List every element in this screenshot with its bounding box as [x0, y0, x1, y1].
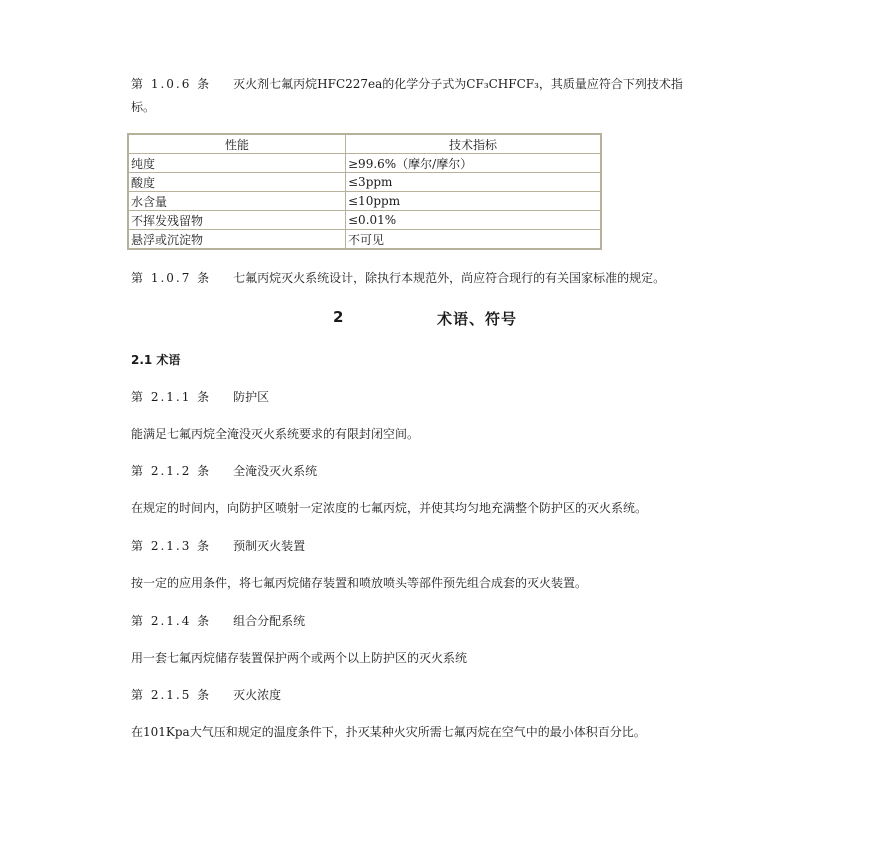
table-cell: 不挥发残留物	[129, 211, 346, 230]
table-header-row	[129, 135, 601, 154]
clause-number: 第 1.0.6 条	[131, 77, 212, 91]
term-heading	[131, 538, 751, 554]
table-cell: ≤10ppm	[346, 192, 601, 211]
clause-number: 第 2.1.4 条	[131, 614, 212, 628]
term-definition: 按一定的应用条件，将七氟丙烷储存装置和喷放喷头等部件预先组合成套的灭火装置。	[131, 576, 588, 590]
term-heading	[131, 389, 751, 405]
term-name: 防护区	[233, 390, 270, 404]
table-row	[129, 230, 601, 249]
spec-table	[128, 134, 601, 249]
table-cell: 水含量	[129, 192, 346, 211]
table-row	[129, 192, 601, 211]
term-name: 灭火浓度	[233, 688, 282, 702]
term-name: 预制灭火装置	[233, 539, 306, 553]
clause-number: 第 2.1.1 条	[131, 390, 212, 404]
table-cell: ≥99.6%（摩尔/摩尔）	[346, 154, 601, 173]
table-cell: 酸度	[129, 173, 346, 192]
clause-number: 第 2.1.2 条	[131, 464, 212, 478]
table-cell: 纯度	[129, 154, 346, 173]
term-heading	[131, 463, 751, 479]
table-header: 性能	[129, 135, 346, 154]
section-heading: 2.1 术语	[131, 353, 181, 367]
table-cell: ≤3ppm	[346, 173, 601, 192]
table-row	[129, 154, 601, 173]
term-definition: 在规定的时间内，向防护区喷射一定浓度的七氟丙烷，并使其均匀地充满整个防护区的灭火系统。	[131, 501, 648, 515]
clause-text: 七氟丙烷灭火系统设计，除执行本规范外，尚应符合现行的有关国家标准的规定。	[233, 271, 666, 285]
clause-1-0-6	[131, 76, 751, 92]
table-cell: 不可见	[346, 230, 601, 249]
term-definition: 用一套七氟丙烷储存装置保护两个或两个以上防护区的灭火系统	[131, 651, 468, 665]
table-row	[129, 173, 601, 192]
table-cell: 悬浮或沉淀物	[129, 230, 346, 249]
term-name: 组合分配系统	[233, 614, 306, 628]
term-definition: 能满足七氟丙烷全淹没灭火系统要求的有限封闭空间。	[131, 427, 420, 441]
clause-text: 灭火剂七氟丙烷HFC227ea的化学分子式为CF₃CHFCF₃，其质量应符合下列技术指	[233, 77, 683, 91]
term-heading	[131, 613, 751, 629]
clause-number: 第 2.1.3 条	[131, 539, 212, 553]
term-heading	[131, 687, 751, 703]
table-header: 技术指标	[346, 135, 601, 154]
clause-number: 第 2.1.5 条	[131, 688, 212, 702]
chapter-number: 2	[333, 308, 344, 326]
clause-1-0-7	[131, 270, 751, 286]
chapter-title: 术语、符号	[437, 310, 518, 328]
term-definition: 在101Kpa大气压和规定的温度条件下，扑灭某种火灾所需七氟丙烷在空气中的最小体积百分比。	[131, 725, 646, 739]
clause-1-0-6-continuation: 标。	[131, 100, 156, 114]
term-name: 全淹没灭火系统	[233, 464, 318, 478]
table-row	[129, 211, 601, 230]
clause-number: 第 1.0.7 条	[131, 271, 212, 285]
table-cell: ≤0.01%	[346, 211, 601, 230]
